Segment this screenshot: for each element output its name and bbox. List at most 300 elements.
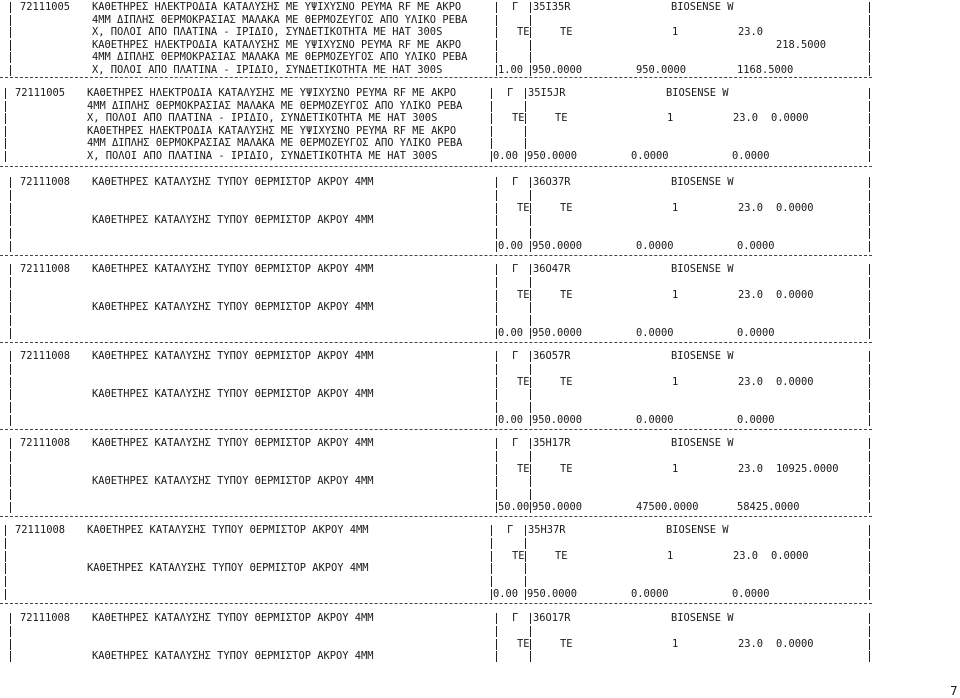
net-value: 0.0000 [636,240,674,252]
row-separator-b [525,101,526,112]
row-separator-end [869,315,870,326]
item-description-line: ΚΑΘΕΤΗΡΕΣ ΗΛΕΚΤΡΟΔΙΑ ΚΑΤΑΛΥΣΗΣ ΜΕ ΥΨΙΧΥΣΝΟ ΡΕΥΜΑ RF ΜΕ ΑΚΡΟ [92,1,462,13]
unit-price: 950.0000 [532,414,583,426]
row-separator-b [530,65,531,76]
row-separator-end [869,65,870,76]
supplier-name: BIOSENSE W [671,1,734,13]
row-separator-left [5,101,6,112]
vat-rate: 23.0 [738,288,764,301]
row-separator-b [530,502,531,513]
record-divider [0,516,872,517]
row-separator-b [530,402,531,413]
total-value: 0.0000 [737,327,775,339]
supplier-name: BIOSENSE W [671,176,734,188]
row-separator-a [496,377,497,388]
row-separator-a [496,302,497,313]
record-divider [0,342,872,343]
row-separator-b [530,203,531,214]
row-separator-a [491,101,492,112]
row-separator-b [530,215,531,226]
row-separator-end [869,613,870,624]
supplier-name: BIOSENSE W [666,87,729,99]
row-separator-left [5,589,6,600]
item-code: 72111008 [15,524,66,536]
row-separator-a [496,52,497,63]
row-separator-end [869,476,870,487]
total-value: 1168.5000 [737,63,794,76]
row-separator-a [496,228,497,239]
item-description-line: 4ΜΜ ΔΙΠΛΗΣ ΘΕΡΜΟΚΡΑΣΙΑΣ ΜΑΛΑΚΑ ΜΕ ΘΕΡΜΟΖΕΥΓΟΣ ΑΠΟ ΥΛΙΚΟ ΡΕΒΑ [92,13,468,26]
row-separator-left [10,264,11,275]
item-description-line: Χ, ΠΟΛΟΙ ΑΠΟ ΠΛΑΤΙΝΑ - ΙΡΙΔΙΟ, ΣΥΝΔΕΤΙΚΟΤΗΤΑ ΜΕ ΗΑΤ 300S [92,26,443,38]
row-separator-left [5,525,6,536]
unit-2: TE [555,112,568,124]
row-separator-b [530,476,531,487]
row-separator-end [869,126,870,137]
item-description-line: ΚΑΘΕΤΗΡΕΣ ΚΑΤΑΛΥΣΗΣ ΤΥΠΟΥ ΘΕΡΜΙΣΤΟΡ ΑΚΡΟΥ 4ΜΜ [92,176,374,188]
row-separator-left [10,203,11,214]
row-separator-end [869,151,870,162]
row-separator-end [869,589,870,600]
row-separator-left [10,402,11,413]
row-separator-end [869,15,870,26]
supplier-name: BIOSENSE W [671,612,734,624]
row-separator-b [530,651,531,662]
reference-code: 36O57R [533,350,571,362]
row-separator-a [496,613,497,624]
row-separator-b [530,27,531,38]
unit-2: TE [560,637,573,650]
vat-amount: 0.0000 [771,549,809,562]
net-value: 47500.0000 [636,501,699,513]
row-separator-left [5,576,6,587]
quantity-per-unit: 1 [672,201,679,214]
row-separator-end [869,138,870,149]
row-separator-b [530,489,531,500]
row-separator-a [496,402,497,413]
item-description-line: ΚΑΘΕΤΗΡΕΣ ΚΑΤΑΛΥΣΗΣ ΤΥΠΟΥ ΘΕΡΜΙΣΤΟΡ ΑΚΡΟΥ 4ΜΜ [87,562,369,575]
vat-rate: 23.0 [733,549,759,562]
item-code: 72111008 [20,176,71,188]
row-separator-end [869,177,870,188]
row-separator-a [491,563,492,574]
row-separator-a [496,65,497,76]
item-code: 72111008 [20,263,71,275]
item-code: 72111008 [20,612,71,624]
item-description-line: ΚΑΘΕΤΗΡΕΣ ΚΑΤΑΛΥΣΗΣ ΤΥΠΟΥ ΘΕΡΜΙΣΤΟΡ ΑΚΡΟΥ 4ΜΜ [92,301,374,314]
item-description-line: ΚΑΘΕΤΗΡΕΣ ΗΛΕΚΤΡΟΔΙΑ ΚΑΤΑΛΥΣΗΣ ΜΕ ΥΨΙΧΥΣΝΟ ΡΕΥΜΑ RF ΜΕ ΑΚΡΟ [87,87,457,99]
vat-rate: 23.0 [738,375,764,388]
unit-2: TE [560,26,573,38]
row-separator-a [496,364,497,375]
row-separator-end [869,551,870,562]
row-separator-left [10,438,11,449]
row-separator-a [496,328,497,339]
supplier-name: BIOSENSE W [671,437,734,449]
unit-code: Γ [512,612,519,624]
item-code: 72111008 [20,437,71,449]
row-separator-end [869,52,870,63]
row-separator-end [869,563,870,574]
row-separator-b [525,538,526,549]
row-separator-b [525,525,526,536]
row-separator-end [869,489,870,500]
row-separator-a [496,241,497,252]
row-separator-a [496,203,497,214]
row-separator-left [10,639,11,650]
unit-1: TE [517,26,530,38]
row-separator-end [869,2,870,13]
row-separator-b [525,589,526,600]
unit-price: 950.0000 [527,588,578,600]
quantity-per-unit: 1 [672,375,679,388]
row-separator-end [869,328,870,339]
quantity-per-unit: 1 [672,26,679,38]
row-separator-a [496,476,497,487]
row-separator-end [869,377,870,388]
row-separator-b [530,15,531,26]
row-separator-end [869,438,870,449]
row-separator-left [5,88,6,99]
row-separator-a [491,589,492,600]
row-separator-a [491,88,492,99]
row-separator-left [5,126,6,137]
row-separator-b [525,138,526,149]
total-value: 0.0000 [732,588,770,600]
row-separator-left [10,613,11,624]
total-value: 0.0000 [737,240,775,252]
row-separator-left [10,215,11,226]
vat-rate: 23.0 [738,201,764,214]
row-separator-b [530,438,531,449]
row-separator-a [496,351,497,362]
row-separator-a [496,40,497,51]
row-separator-end [869,576,870,587]
row-separator-left [10,65,11,76]
quantity: 0.00 [498,240,524,252]
row-separator-a [496,639,497,650]
item-description-line: 4ΜΜ ΔΙΠΛΗΣ ΘΕΡΜΟΚΡΑΣΙΑΣ ΜΑΛΑΚΑ ΜΕ ΘΕΡΜΟΖΕΥΓΟΣ ΑΠΟ ΥΛΙΚΟ ΡΕΒΑ [87,137,463,149]
row-separator-end [869,389,870,400]
row-separator-left [10,190,11,201]
row-separator-left [10,15,11,26]
row-separator-left [10,228,11,239]
unit-2: TE [555,549,568,562]
vat-amount: 0.0000 [776,375,814,388]
row-separator-left [10,40,11,51]
item-description-line: ΚΑΘΕΤΗΡΕΣ ΚΑΤΑΛΥΣΗΣ ΤΥΠΟΥ ΘΕΡΜΙΣΤΟΡ ΑΚΡΟΥ 4ΜΜ [92,388,374,401]
row-separator-a [491,525,492,536]
unit-code: Γ [512,350,519,362]
unit-code: Γ [507,87,514,99]
row-separator-left [10,52,11,63]
row-separator-b [525,113,526,124]
row-separator-end [869,40,870,51]
supplier-name: BIOSENSE W [666,524,729,536]
row-separator-b [530,290,531,301]
row-separator-b [530,52,531,63]
reference-code: 35H37R [528,524,566,536]
row-separator-left [10,364,11,375]
row-separator-a [496,27,497,38]
row-separator-a [496,651,497,662]
row-separator-end [869,351,870,362]
quantity-per-unit: 1 [667,112,674,124]
row-separator-end [869,190,870,201]
row-separator-b [530,328,531,339]
reference-code: 35I5JR [528,87,566,99]
row-separator-b [530,464,531,475]
row-separator-a [496,15,497,26]
unit-price: 950.0000 [532,501,583,513]
item-description-line: ΚΑΘΕΤΗΡΕΣ ΚΑΤΑΛΥΣΗΣ ΤΥΠΟΥ ΘΕΡΜΙΣΤΟΡ ΑΚΡΟΥ 4ΜΜ [92,475,374,488]
row-separator-b [530,364,531,375]
row-separator-b [530,626,531,637]
item-description-line: ΚΑΘΕΤΗΡΕΣ ΗΛΕΚΤΡΟΔΙΑ ΚΑΤΑΛΥΣΗΣ ΜΕ ΥΨΙΧΥΣΝΟ ΡΕΥΜΑ RF ΜΕ ΑΚΡΟ [92,38,462,51]
row-separator-end [869,215,870,226]
row-separator-end [869,27,870,38]
row-separator-left [10,328,11,339]
row-separator-b [530,451,531,462]
row-separator-left [10,177,11,188]
vat-amount: 0.0000 [776,637,814,650]
row-separator-a [496,190,497,201]
record-divider [0,429,872,430]
unit-code: Γ [507,524,514,536]
unit-price: 950.0000 [532,327,583,339]
page-number: 7 [950,684,958,698]
row-separator-end [869,203,870,214]
row-separator-left [10,315,11,326]
vat-rate: 23.0 [733,112,759,124]
row-separator-a [491,113,492,124]
row-separator-b [530,302,531,313]
row-separator-end [869,415,870,426]
unit-2: TE [560,375,573,388]
row-separator-end [869,228,870,239]
row-separator-end [869,302,870,313]
row-separator-a [496,389,497,400]
row-separator-b [530,639,531,650]
row-separator-b [525,88,526,99]
row-separator-a [491,151,492,162]
unit-code: Γ [512,1,519,13]
row-separator-b [530,2,531,13]
row-separator-left [10,302,11,313]
item-description-line: ΚΑΘΕΤΗΡΕΣ ΚΑΤΑΛΥΣΗΣ ΤΥΠΟΥ ΘΕΡΜΙΣΤΟΡ ΑΚΡΟΥ 4ΜΜ [92,263,374,275]
unit-price: 950.0000 [532,63,583,76]
unit-code: Γ [512,437,519,449]
row-separator-end [869,241,870,252]
unit-price: 950.0000 [532,240,583,252]
row-separator-a [496,451,497,462]
record-divider [0,255,872,256]
row-separator-a [496,2,497,13]
row-separator-left [5,113,6,124]
row-separator-b [530,241,531,252]
row-separator-a [496,438,497,449]
row-separator-end [869,364,870,375]
row-separator-end [869,538,870,549]
row-separator-left [10,27,11,38]
vat-amount: 218.5000 [776,38,827,51]
record-divider [0,77,872,78]
unit-1: TE [512,549,525,562]
total-value: 0.0000 [737,414,775,426]
row-separator-b [525,563,526,574]
row-separator-a [496,502,497,513]
item-description-line: ΚΑΘΕΤΗΡΕΣ ΚΑΤΑΛΥΣΗΣ ΤΥΠΟΥ ΘΕΡΜΙΣΤΟΡ ΑΚΡΟΥ 4ΜΜ [92,650,374,663]
row-separator-left [5,551,6,562]
item-code: 72111005 [15,87,66,99]
quantity-per-unit: 1 [672,288,679,301]
supplier-name: BIOSENSE W [671,263,734,275]
vat-amount: 0.0000 [771,112,809,124]
row-separator-b [530,190,531,201]
row-separator-b [530,315,531,326]
quantity: 0.00 [498,414,524,426]
quantity: 0.00 [493,149,519,162]
unit-1: TE [517,201,530,214]
row-separator-a [491,538,492,549]
row-separator-end [869,290,870,301]
unit-1: TE [517,375,530,388]
row-separator-end [869,113,870,124]
row-separator-left [10,2,11,13]
row-separator-a [491,576,492,587]
row-separator-a [496,489,497,500]
quantity-per-unit: 1 [667,549,674,562]
row-separator-b [530,415,531,426]
row-separator-b [530,613,531,624]
reference-code: 35H17R [533,437,571,449]
net-value: 0.0000 [636,327,674,339]
row-separator-end [869,88,870,99]
item-description-line: Χ, ΠΟΛΟΙ ΑΠΟ ΠΛΑΤΙΝΑ - ΙΡΙΔΙΟ, ΣΥΝΔΕΤΙΚΟΤΗΤΑ ΜΕ ΗΑΤ 300S [87,112,438,124]
row-separator-b [530,264,531,275]
quantity: 1.00 [498,63,524,76]
row-separator-a [496,215,497,226]
item-description-line: 4ΜΜ ΔΙΠΛΗΣ ΘΕΡΜΟΚΡΑΣΙΑΣ ΜΑΛΑΚΑ ΜΕ ΘΕΡΜΟΖΕΥΓΟΣ ΑΠΟ ΥΛΙΚΟ ΡΕΒΑ [92,51,468,63]
total-value: 0.0000 [732,149,770,162]
row-separator-left [10,389,11,400]
quantity: 0.00 [493,588,519,600]
row-separator-b [530,40,531,51]
item-description-line: Χ, ΠΟΛΟΙ ΑΠΟ ΠΛΑΤΙΝΑ - ΙΡΙΔΙΟ, ΣΥΝΔΕΤΙΚΟΤΗΤΑ ΜΕ ΗΑΤ 300S [92,63,443,76]
row-separator-a [491,126,492,137]
row-separator-end [869,451,870,462]
row-separator-b [530,377,531,388]
row-separator-end [869,101,870,112]
item-code: 72111008 [20,350,71,362]
row-separator-left [10,415,11,426]
row-separator-end [869,402,870,413]
supplier-name: BIOSENSE W [671,350,734,362]
row-separator-a [496,177,497,188]
net-value: 0.0000 [636,414,674,426]
record-divider [0,166,872,167]
row-separator-b [525,151,526,162]
row-separator-b [530,351,531,362]
row-separator-left [10,489,11,500]
row-separator-left [10,476,11,487]
reference-code: 36O47R [533,263,571,275]
row-separator-end [869,277,870,288]
item-description-line: ΚΑΘΕΤΗΡΕΣ ΗΛΕΚΤΡΟΔΙΑ ΚΑΤΑΛΥΣΗΣ ΜΕ ΥΨΙΧΥΣΝΟ ΡΕΥΜΑ RF ΜΕ ΑΚΡΟ [87,124,457,137]
row-separator-a [496,626,497,637]
item-description-line: Χ, ΠΟΛΟΙ ΑΠΟ ΠΛΑΤΙΝΑ - ΙΡΙΔΙΟ, ΣΥΝΔΕΤΙΚΟΤΗΤΑ ΜΕ ΗΑΤ 300S [87,149,438,162]
row-separator-end [869,525,870,536]
row-separator-left [10,290,11,301]
quantity-per-unit: 1 [672,637,679,650]
row-separator-end [869,626,870,637]
row-separator-a [496,415,497,426]
row-separator-a [496,290,497,301]
quantity: 50.00 [498,501,530,513]
item-description-line: 4ΜΜ ΔΙΠΛΗΣ ΘΕΡΜΟΚΡΑΣΙΑΣ ΜΑΛΑΚΑ ΜΕ ΘΕΡΜΟΖΕΥΓΟΣ ΑΠΟ ΥΛΙΚΟ ΡΕΒΑ [87,99,463,112]
quantity-per-unit: 1 [672,462,679,475]
row-separator-left [10,277,11,288]
row-separator-left [10,502,11,513]
row-separator-left [10,351,11,362]
vat-rate: 23.0 [738,462,764,475]
item-description-line: ΚΑΘΕΤΗΡΕΣ ΚΑΤΑΛΥΣΗΣ ΤΥΠΟΥ ΘΕΡΜΙΣΤΟΡ ΑΚΡΟΥ 4ΜΜ [92,350,374,362]
vat-amount: 0.0000 [776,288,814,301]
row-separator-a [491,138,492,149]
row-separator-a [496,315,497,326]
unit-2: TE [560,201,573,214]
row-separator-end [869,502,870,513]
item-description-line: ΚΑΘΕΤΗΡΕΣ ΚΑΤΑΛΥΣΗΣ ΤΥΠΟΥ ΘΕΡΜΙΣΤΟΡ ΑΚΡΟΥ 4ΜΜ [92,214,374,227]
row-separator-left [5,138,6,149]
row-separator-a [491,551,492,562]
row-separator-end [869,264,870,275]
item-description-line: ΚΑΘΕΤΗΡΕΣ ΚΑΤΑΛΥΣΗΣ ΤΥΠΟΥ ΘΕΡΜΙΣΤΟΡ ΑΚΡΟΥ 4ΜΜ [92,612,374,624]
row-separator-left [5,538,6,549]
row-separator-b [530,228,531,239]
row-separator-a [496,277,497,288]
row-separator-end [869,639,870,650]
item-code: 72111005 [20,1,71,13]
row-separator-a [496,264,497,275]
net-value: 0.0000 [631,588,669,600]
record-divider [0,603,872,604]
vat-rate: 23.0 [738,637,764,650]
row-separator-left [5,151,6,162]
net-value: 0.0000 [631,149,669,162]
row-separator-end [869,464,870,475]
row-separator-a [496,464,497,475]
item-description-line: ΚΑΘΕΤΗΡΕΣ ΚΑΤΑΛΥΣΗΣ ΤΥΠΟΥ ΘΕΡΜΙΣΤΟΡ ΑΚΡΟΥ 4ΜΜ [87,524,369,536]
row-separator-b [530,177,531,188]
vat-amount: 10925.0000 [776,462,839,475]
unit-2: TE [560,462,573,475]
reference-code: 36O37R [533,176,571,188]
row-separator-end [869,651,870,662]
row-separator-left [10,451,11,462]
unit-code: Γ [512,176,519,188]
vat-amount: 0.0000 [776,201,814,214]
unit-code: Γ [512,263,519,275]
quantity: 0.00 [498,327,524,339]
unit-price: 950.0000 [527,149,578,162]
row-separator-left [10,241,11,252]
row-separator-b [525,576,526,587]
row-separator-b [530,277,531,288]
reference-code: 36O17R [533,612,571,624]
row-separator-left [10,464,11,475]
row-separator-left [10,626,11,637]
